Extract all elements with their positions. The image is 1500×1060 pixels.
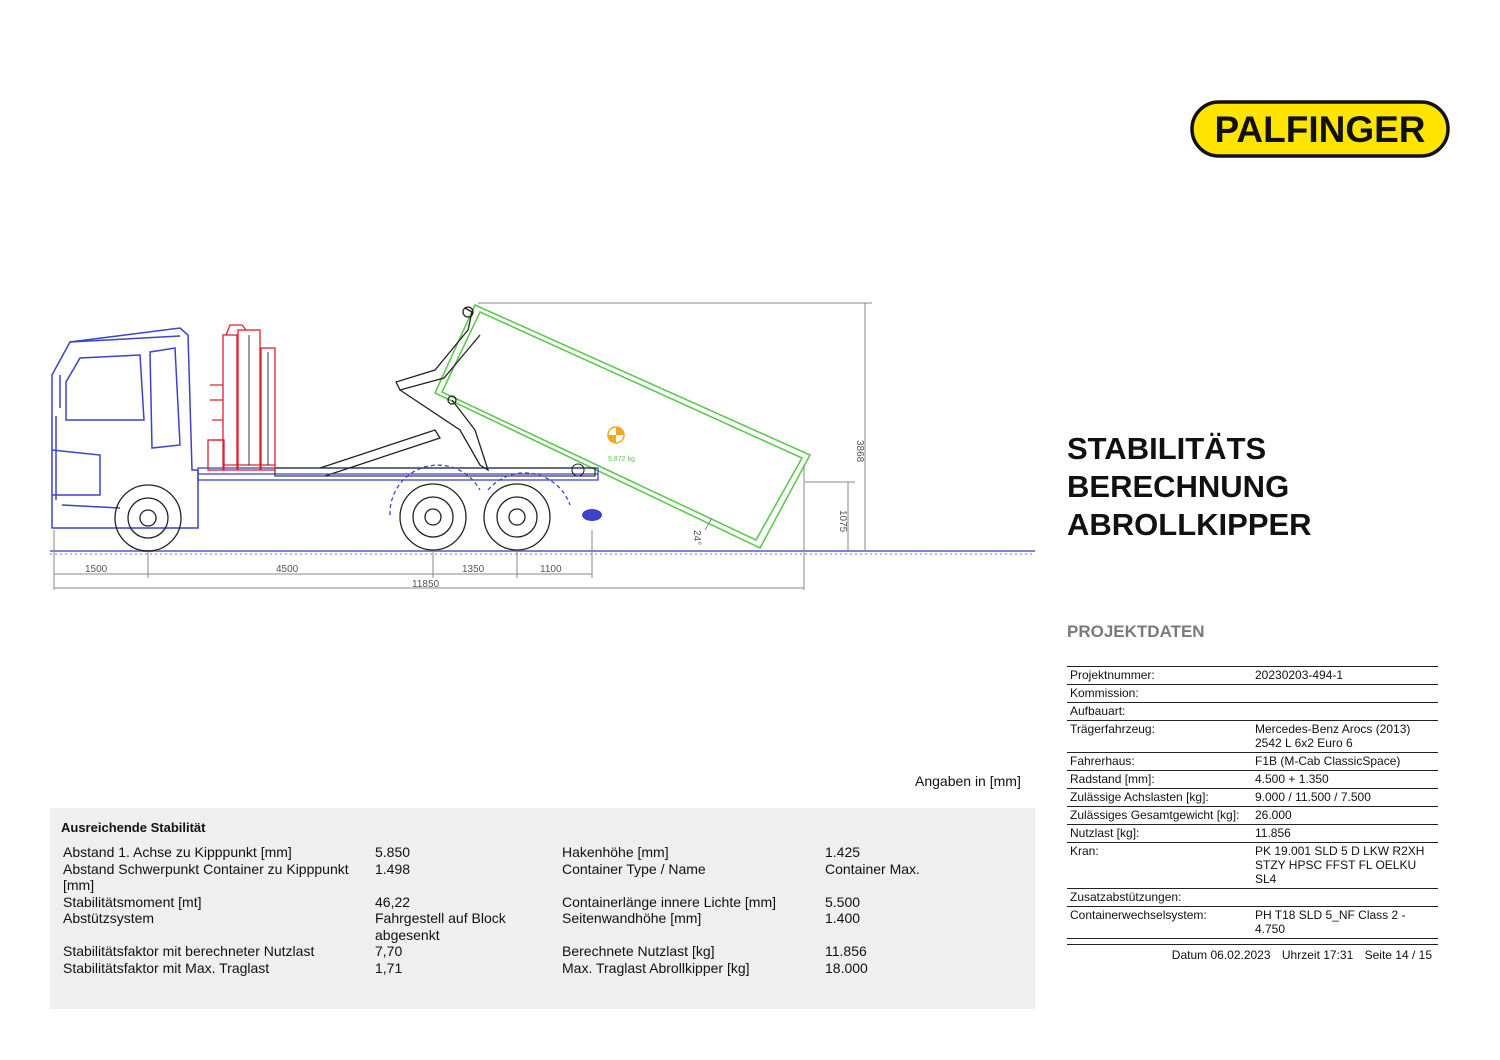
stability-panel [50,808,1035,1009]
project-row-value: 4.500 + 1.350 [1255,772,1329,786]
rear-wheel-2 [484,484,550,550]
stability-value-2: 1.400 [825,910,861,926]
stability-label-2: Berechnete Nutzlast [kg] [562,943,715,959]
project-row [1067,843,1438,889]
project-row [1067,667,1438,685]
footer-page: Seite 14 / 15 [1364,948,1432,962]
project-row-value [1255,890,1438,904]
stability-value: 7,70 [375,943,403,959]
project-row-key: Trägerfahrzeug: [1070,722,1155,736]
project-row-key: Kran: [1070,844,1099,858]
units-note: Angaben in [mm] [915,773,1021,789]
stability-value-2: 1.425 [825,844,861,860]
project-row-value: 9.000 / 11.500 / 7.500 [1255,790,1371,804]
dim-height-pivot: 1075 [837,510,848,533]
project-row-value: F1B (M-Cab ClassicSpace) [1255,754,1401,768]
stability-value-2: 18.000 [825,959,868,976]
project-row [1067,907,1438,939]
project-row-key: Containerwechselsystem: [1070,908,1207,922]
stability-label: Stabilitätsfaktor mit Max. Traglast [63,959,270,976]
stability-rows [63,844,1023,976]
stability-value: 1.498 [375,860,411,877]
truck-drawing [40,290,1040,600]
stability-heading: Ausreichende Stabilität [61,820,206,835]
stability-row [63,861,1023,894]
stability-value-2: 5.500 [825,893,861,910]
stability-row [63,894,1023,911]
dim-total-length: 11850 [412,579,440,590]
dim-rear: 1100 [540,564,562,575]
stability-label: Stabilitätsfaktor mit berechneter Nutzlast [63,943,315,959]
palfinger-logo [1190,100,1450,158]
stability-label: Stabilitätsmoment [mt] [63,893,202,910]
stability-row [63,844,1023,861]
project-row [1067,721,1438,753]
footer-time: Uhrzeit 17:31 [1281,948,1354,962]
dim-angle: 24° [691,530,702,546]
project-row-key: Radstand [mm]: [1070,772,1155,786]
stability-label-2: Seitenwandhöhe [mm] [562,910,702,926]
container-outline [435,305,810,548]
project-footer [1067,944,1438,962]
crane [208,325,275,470]
project-row-key: Aufbauart: [1070,704,1126,718]
project-row-key: Fahrerhaus: [1070,754,1135,768]
project-row-key: Zulässige Achslasten [kg]: [1070,790,1209,804]
project-row [1067,807,1438,825]
truck-cab [52,328,198,528]
stability-value-2: 11.856 [825,943,867,959]
stability-label-2: Hakenhöhe [mm] [562,844,669,860]
crane-detail [249,335,268,465]
project-row [1067,789,1438,807]
stability-row [63,943,1023,960]
dim-front-overhang: 1500 [85,564,108,575]
project-row-value: PK 19.001 SLD 5 D LKW R2XH STZY HPSC FFST FL OELKU SL4 [1255,844,1425,886]
stability-value: 1,71 [375,959,403,976]
project-row-key: Zusatzabstützungen: [1070,890,1182,904]
project-row [1067,685,1438,703]
dim-tandem: 1350 [462,564,485,575]
project-row-value: Mercedes-Benz Arocs (2013) 2542 L 6x2 Euro 6 [1255,722,1411,750]
stability-value-2: Container Max. [825,860,920,877]
title-line-3: ABROLLKIPPER [1067,507,1312,542]
wheel-arches [390,465,570,515]
title-line-2: BERECHNUNG [1067,469,1290,504]
stability-value: Fahrgestell auf Block abgesenkt [375,910,506,943]
project-row-value: 20230203-494-1 [1255,668,1344,682]
rear-wheel-1 [400,484,466,550]
stability-label: Abstand 1. Achse zu Kipppunkt [mm] [63,844,292,860]
page-title [1067,430,1312,544]
stability-value: 46,22 [375,893,411,910]
stability-row [63,960,1023,977]
stability-label-2: Containerlänge innere Lichte [mm] [562,893,777,910]
project-row [1067,825,1438,843]
project-row-key: Nutzlast [kg]: [1070,826,1140,840]
center-of-gravity-icon [608,427,624,443]
dim-wheelbase: 4500 [276,564,299,575]
project-heading: PROJEKTDATEN [1067,622,1205,641]
project-row-value [1255,704,1438,718]
project-row-key: Zulässiges Gesamtgewicht [kg]: [1070,808,1240,822]
project-row [1067,771,1438,789]
project-row [1067,889,1438,907]
project-row [1067,703,1438,721]
title-line-1: STABILITÄTS [1067,431,1267,466]
project-row-value: 26.000 [1255,808,1292,822]
stability-label: Abstand Schwerpunkt Container zu Kipppunkt [mm] [63,860,349,893]
stability-label: Abstützsystem [63,910,155,926]
project-row-value [1255,686,1438,700]
front-wheel [115,485,181,551]
stability-label-2: Container Type / Name [562,860,706,877]
stability-value: 5.850 [375,844,411,860]
project-row-value: PH T18 SLD 5_NF Class 2 - 4.750 [1255,908,1406,936]
dim-height-total: 3868 [854,440,865,463]
stability-label-2: Max. Traglast Abrollkipper [kg] [562,959,750,976]
logo-text: PALFINGER [1214,109,1426,150]
project-row-key: Projektnummer: [1070,668,1155,682]
project-table [1067,666,1438,939]
project-row-key: Kommission: [1070,686,1139,700]
tow-hitch-icon [582,509,602,521]
stability-row [63,910,1023,943]
project-row [1067,753,1438,771]
project-row-value: 11.856 [1255,826,1291,840]
load-label: 5.872 kg [608,456,635,463]
ground-line [50,551,1035,554]
footer-date: Datum 06.02.2023 [1171,948,1271,962]
